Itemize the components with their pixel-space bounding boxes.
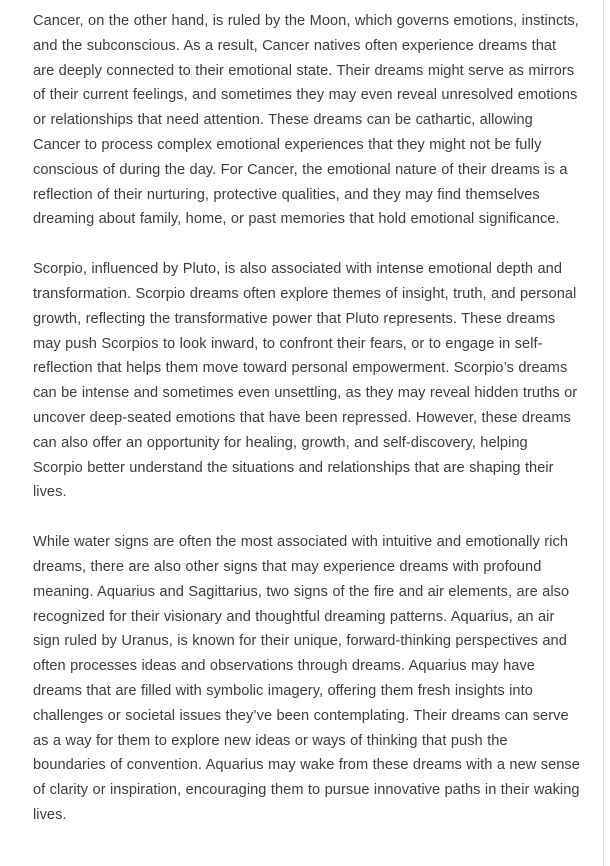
article-body (33, 9, 581, 853)
paragraph-aquarius: While water signs are often the most associated with intuitive and emotionally rich dreams, there are also other signs that may experience dreams with profound meaning. Aquarius and Sagittarius, two signs of the fire and air elements, are also recognized for their visionary and thoughtful dreaming patterns. Aquarius, an air sign ruled by Uranus, is known for their unique, forward-thinking perspectives and often processes ideas and observations through dreams. Aquarius may have dreams that are filled with symbolic imagery, offering them fresh insights into challenges or societal issues they’ve been contemplating. Their dreams can serve as a way for them to explore new ideas or ways of thinking that push the boundaries of convention. Aquarius may wake from these dreams with a new sense of clarity or inspiration, encouraging them to pursue innovative paths in their waking lives. (33, 534, 580, 823)
paragraph-scorpio: Scorpio, influenced by Pluto, is also associated with intense emotional depth and transformation. Scorpio dreams often explore themes of insight, truth, and personal growth, reflecting the transformative power that Pluto represents. These dreams may push Scorpios to look inward, to confront their fears, or to engage in self-reflection that helps them move toward personal empowerment. Scorpio’s dreams can be intense and sometimes even unsettling, as they may reveal hidden truths or uncover deep-seated emotions that have been repressed. However, these dreams can also offer an opportunity for healing, growth, and self-discovery, helping Scorpio better understand the situations and relationships that are shaping their lives. (33, 261, 578, 501)
paragraph-cancer: Cancer, on the other hand, is ruled by the Moon, which governs emotions, instincts, and the subconscious. As a result, Cancer natives often experience dreams that are deeply connected to their emotional state. Their dreams might serve as mirrors of their current feelings, and sometimes they may even reveal unresolved emotions or relationships that need attention. These dreams can be cathartic, allowing Cancer to process complex emotional experiences that they might not be fully conscious of during the day. For Cancer, the emotional nature of their dreams is a reflection of their nurturing, protective qualities, and they may find themselves dreaming about family, home, or past memories that hold emotional significance. (33, 13, 579, 228)
